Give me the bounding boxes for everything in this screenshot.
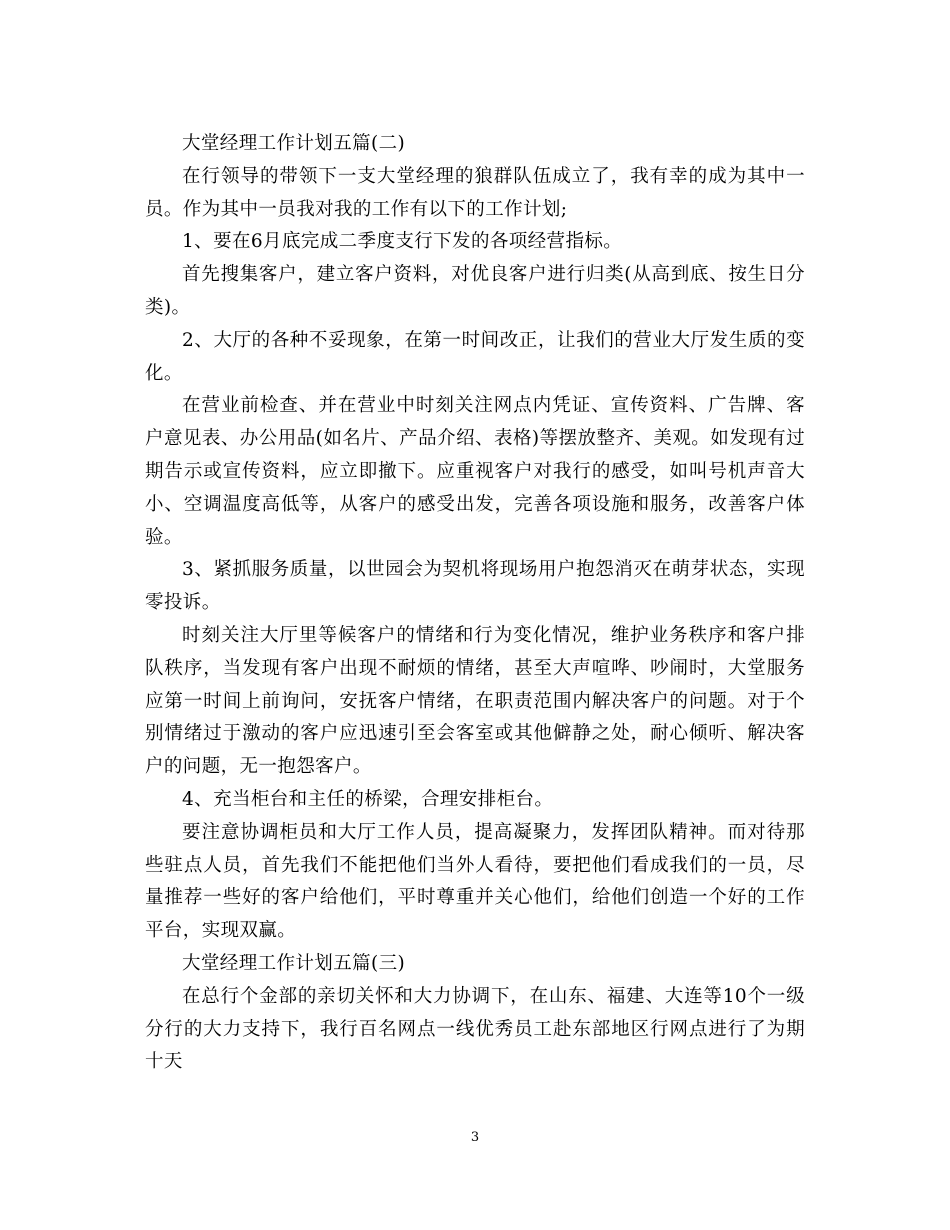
paragraph-item-3-detail: 时刻关注大厅里等候客户的情绪和行为变化情况，维护业务秩序和客户排队秩序，当发现有客户出现不耐烦的情绪，甚至大声喧哗、吵闹时，大堂服务应第一时间上前询问，安抚客户情绪，在职责范围内解决客户的问题。对于个别情绪过于激动的客户应迅速引至会客室或其他僻静之处，耐心倾听、解决客户的问题，无一抱怨客户。 xyxy=(145,624,805,778)
plan-item-4: 4、充当柜台和主任的桥梁，合理安排柜台。 xyxy=(182,788,554,810)
page-number: 3 xyxy=(470,1130,480,1145)
paragraph-section-3-intro: 在总行个金部的亲切关怀和大力协调下，在山东、福建、大连等10个一级分行的大力支持下，我行百名网点一线优秀员工赴东部地区行网点进行了为期十天 xyxy=(145,985,805,1073)
plan-item-2: 2、大厅的各种不妥现象，在第一时间改正，让我们的营业大厅发生质的变化。 xyxy=(145,329,805,384)
plan-item-3: 3、紧抓服务质量，以世园会为契机将现场用户抱怨消灭在萌芽状态，实现零投诉。 xyxy=(145,559,805,614)
paragraph-item-2-detail: 在营业前检查、并在营业中时刻关注网点内凭证、宣传资料、广告牌、客户意见表、办公用品(如名片、产品介绍、表格)等摆放整齐、美观。如发现有过期告示或宣传资料，应立即撤下。应重视客户对我行的感受，如叫号机声音大小、空调温度高低等，从客户的感受出发，完善各项设施和服务，改善客户体验。 xyxy=(145,395,805,548)
section-heading-3: 大堂经理工作计划五篇(三) xyxy=(182,952,406,974)
paragraph-intro: 在行领导的带领下一支大堂经理的狼群队伍成立了，我有幸的成为其中一员。作为其中一员我对我的工作有以下的工作计划; xyxy=(145,165,805,220)
plan-item-1: 1、要在6月底完成二季度支行下发的各项经营指标。 xyxy=(182,231,623,253)
paragraph-item-1-detail: 首先搜集客户，建立客户资料，对优良客户进行归类(从高到底、按生日分类)。 xyxy=(145,264,805,318)
section-heading-2: 大堂经理工作计划五篇(二) xyxy=(182,133,406,154)
paragraph-item-4-detail: 要注意协调柜员和大厅工作人员，提高凝聚力，发挥团队精神。而对待那些驻点人员，首先我们不能把他们当外人看待，要把他们看成我们的一员，尽量推荐一些好的客户给他们，平时尊重并关心他们，给他们创造一个好的工作平台，实现双赢。 xyxy=(145,821,805,942)
document-body xyxy=(145,128,805,1079)
